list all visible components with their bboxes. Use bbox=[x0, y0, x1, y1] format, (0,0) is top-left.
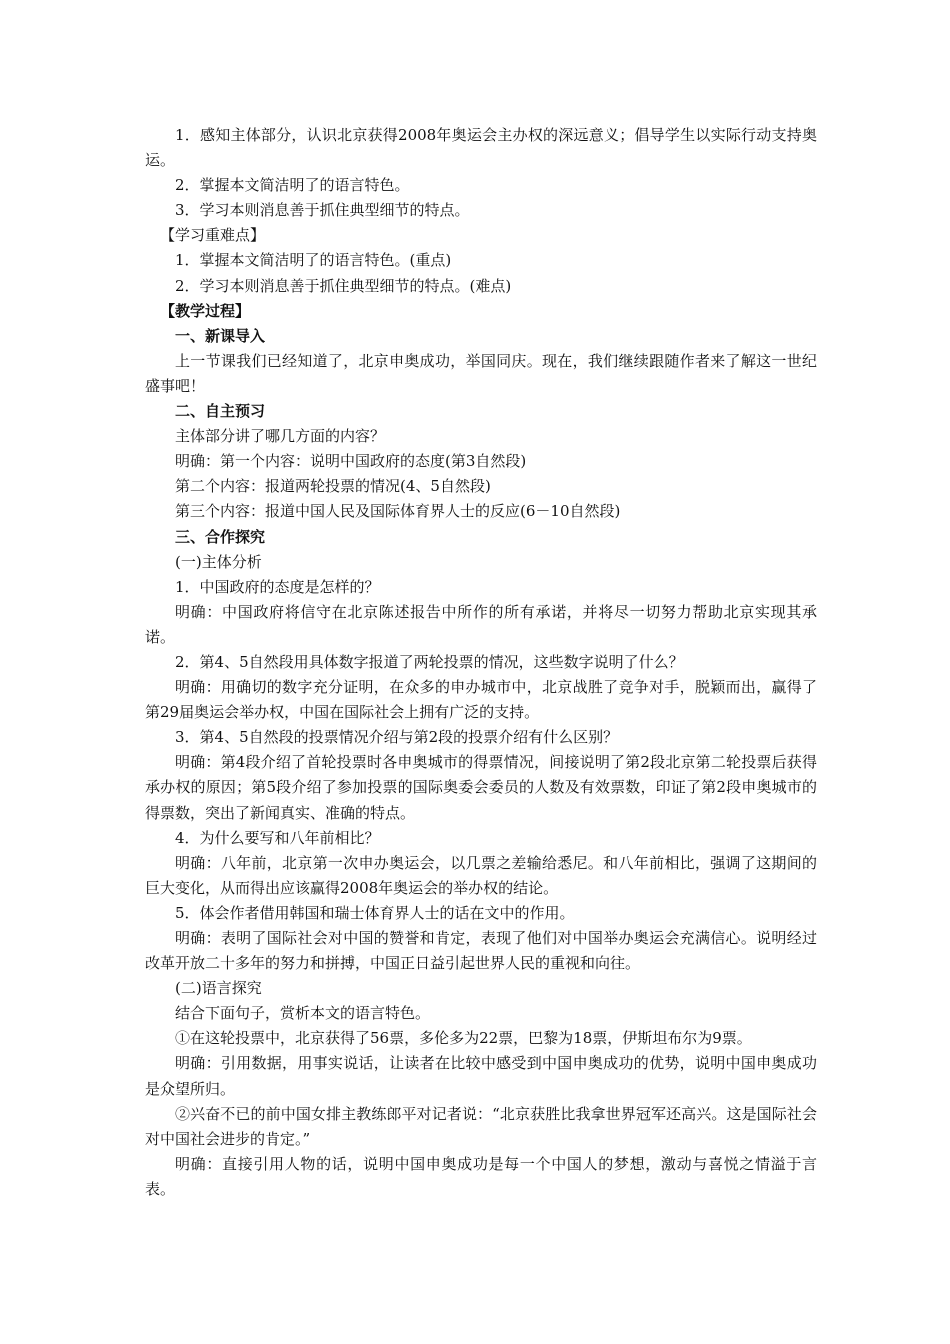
paragraph-answer-1: 明确：中国政府将信守在北京陈述报告中所作的所有承诺，并将尽一切努力帮助北京实现其承诺。 bbox=[145, 602, 817, 646]
paragraph-language-prompt: 结合下面句子，赏析本文的语言特色。 bbox=[175, 1004, 431, 1023]
subheading-main-analysis: (一)主体分析 bbox=[175, 552, 262, 571]
paragraph-question-5: 5．体会作者借用韩国和瑞士体育界人士的话在文中的作用。 bbox=[175, 903, 575, 922]
paragraph-preview-answer-1: 明确：第一个内容：说明中国政府的态度(第3自然段) bbox=[175, 452, 527, 471]
document-body bbox=[145, 123, 817, 1202]
paragraph-question-4: 4．为什么要写和八年前相比？ bbox=[175, 828, 380, 847]
paragraph-goal-2: 2．掌握本文简洁明了的语言特色。 bbox=[175, 176, 410, 195]
paragraph-question-1: 1．中国政府的态度是怎样的？ bbox=[175, 577, 380, 596]
paragraph-goal-3: 3．学习本则消息善于抓住典型细节的特点。 bbox=[175, 201, 470, 220]
paragraph-preview-question: 主体部分讲了哪几方面的内容？ bbox=[175, 427, 386, 446]
paragraph-key-point-1: 1．掌握本文简洁明了的语言特色。(重点) bbox=[175, 251, 452, 270]
paragraph-answer-4: 明确：八年前，北京第一次申办奥运会，以几票之差输给悉尼。和八年前相比，强调了这期间的巨大变化，从而得出应该赢得2008年奥运会的举办权的结论。 bbox=[145, 853, 817, 897]
paragraph-key-point-2: 2．学习本则消息善于抓住典型细节的特点。(难点) bbox=[175, 276, 512, 295]
paragraph-answer-2: 明确：用确切的数字充分证明，在众多的申办城市中，北京战胜了竞争对手，脱颖而出，赢得了第29届奥运会举办权，中国在国际社会上拥有广泛的支持。 bbox=[145, 678, 817, 722]
paragraph-intro: 上一节课我们已经知道了，北京申奥成功，举国同庆。现在，我们继续跟随作者来了解这一世纪盛事吧！ bbox=[145, 351, 817, 395]
subheading-language-inquiry: (二)语言探究 bbox=[175, 979, 262, 998]
heading-new-lesson-intro: 一、新课导入 bbox=[175, 326, 266, 345]
paragraph-question-3: 3．第4、5自然段的投票情况介绍与第2段的投票介绍有什么区别？ bbox=[175, 728, 619, 747]
heading-self-preview: 二、自主预习 bbox=[175, 402, 266, 421]
paragraph-example-1: ①在这轮投票中，北京获得了56票，多伦多为22票，巴黎为18票，伊斯坦布尔为9票。 bbox=[175, 1029, 752, 1048]
paragraph-example-2: ②兴奋不已的前中国女排主教练郎平对记者说：“北京获胜比我拿世界冠军还高兴。这是国际社会对中国社会进步的肯定。” bbox=[145, 1104, 817, 1148]
paragraph-question-2: 2．第4、5自然段用具体数字报道了两轮投票的情况，这些数字说明了什么？ bbox=[175, 652, 684, 671]
paragraph-answer-5: 明确：表明了国际社会对中国的赞誉和肯定，表现了他们对中国举办奥运会充满信心。说明经过改革开放二十多年的努力和拼搏，中国正日益引起世界人民的重视和向往。 bbox=[145, 929, 817, 973]
section-heading-teaching-process: 【教学过程】 bbox=[160, 301, 251, 320]
paragraph-preview-answer-2: 第二个内容：报道两轮投票的情况(4、5自然段) bbox=[175, 477, 491, 496]
section-heading-key-points: 【学习重难点】 bbox=[160, 226, 266, 245]
paragraph-answer-3: 明确：第4段介绍了首轮投票时各申奥城市的得票情况，间接说明了第2段北京第二轮投票后获得承办权的原因；第5段介绍了参加投票的国际奥委会委员的人数及有效票数，印证了第2段申奥城市的得票数，突出了新闻真实、准确的特点。 bbox=[145, 753, 817, 822]
paragraph-example-2-answer: 明确：直接引用人物的话，说明中国申奥成功是每一个中国人的梦想，激动与喜悦之情溢于言表。 bbox=[145, 1154, 817, 1198]
paragraph-example-1-answer: 明确：引用数据，用事实说话，让读者在比较中感受到中国申奥成功的优势，说明中国申奥成功是众望所归。 bbox=[145, 1054, 817, 1098]
paragraph-preview-answer-3: 第三个内容：报道中国人民及国际体育界人士的反应(6－10自然段) bbox=[175, 502, 621, 521]
heading-cooperative-inquiry: 三、合作探究 bbox=[175, 527, 266, 546]
paragraph-goal-1: 1．感知主体部分，认识北京获得2008年奥运会主办权的深远意义；倡导学生以实际行动支持奥运。 bbox=[145, 126, 817, 170]
